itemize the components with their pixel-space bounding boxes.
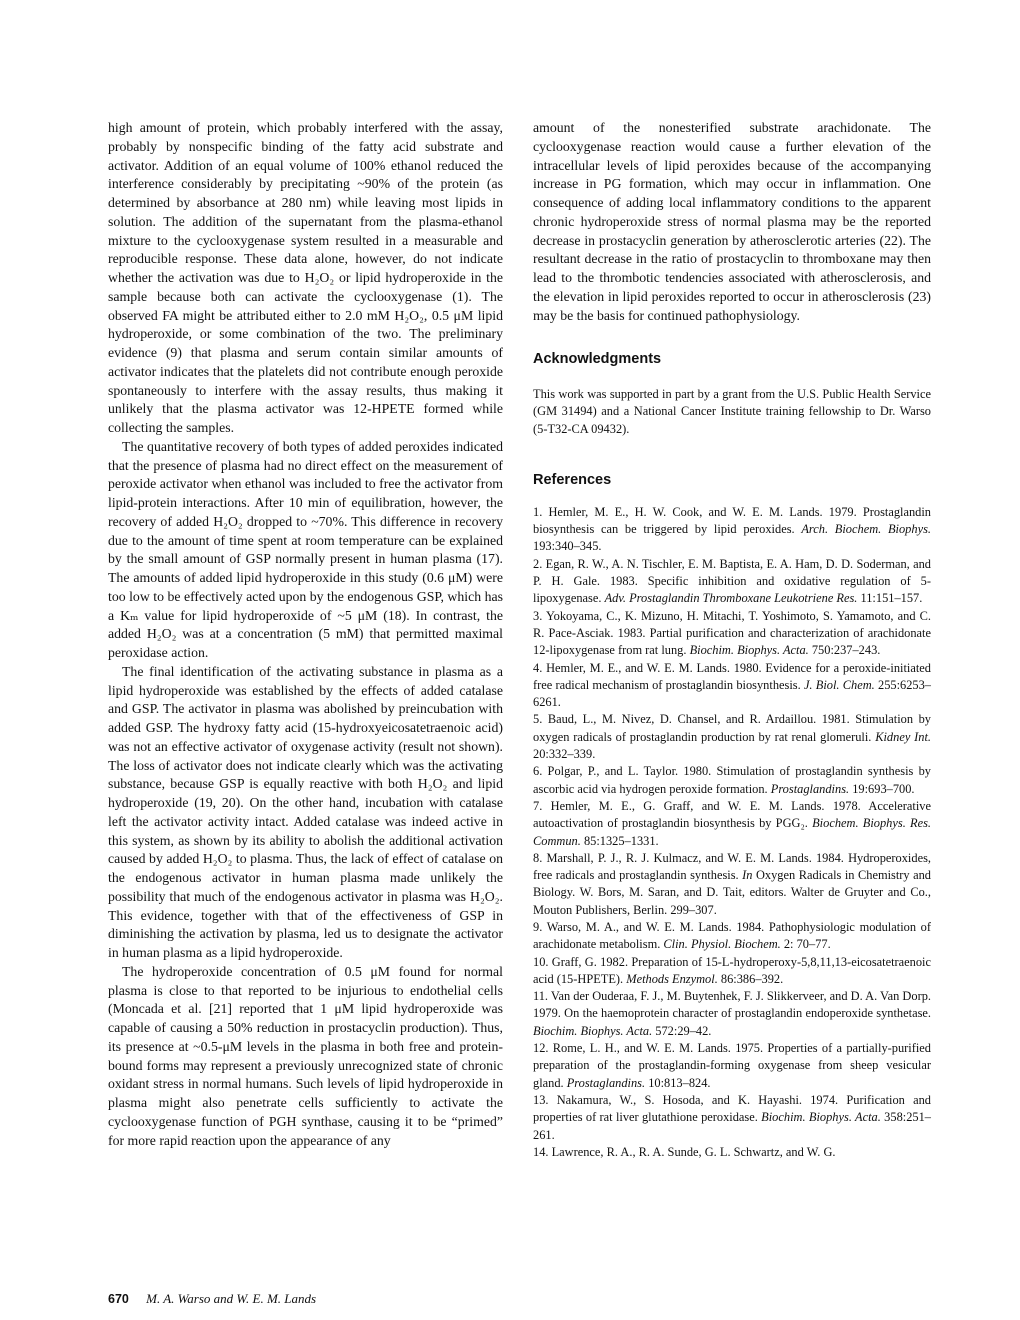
references-heading: References bbox=[533, 471, 612, 488]
reference-item: 2. Egan, R. W., A. N. Tischler, E. M. Baptista, E. A. Ham, D. D. Soderman, and P. H. Gale. 1983. Specific inhibition and oxidative regulation of 5-lipoxygenase. Adv. Prostaglandin Thromboxane Leukotriene Res. 11:151–157. bbox=[533, 556, 931, 606]
reference-item: 8. Marshall, P. J., R. J. Kulmacz, and W. E. M. Lands. 1984. Hydroperoxides, free radicals and prostaglandin synthesis. In Oxygen Radicals in Chemistry and Biology. W. Bors, M. Saran, and D. Tait, editors. Walter de Gruyter and Co., Mouton Publishers, Berlin. 299–307. bbox=[533, 850, 931, 917]
reference-item: 10. Graff, G. 1982. Preparation of 15-L-hydroperoxy-5,8,11,13-eicosatetraenoic acid (15-HPETE). Methods Enzymol. 86:386–392. bbox=[533, 954, 931, 986]
reference-item: 13. Nakamura, W., S. Hosoda, and K. Hayashi. 1974. Purification and properties of rat liver glutathione peroxidase. Biochim. Biophys. Acta. 358:251–261. bbox=[533, 1092, 931, 1142]
page-footer bbox=[108, 1291, 316, 1307]
left-column bbox=[108, 119, 503, 1150]
body-paragraph: The hydroperoxide concentration of 0.5 μM found for normal plasma is close to that reported to be injurious to endothelial cells (Moncada et al. [21] reported that 1 μM lipid hydroperoxide was capable of causing a 50% reduction in prostacyclin production). Thus, its presence at ~0.5-μM levels in the plasma in both free and protein-bound forms may represent a previously unrecognized state of chronic oxidant stress in normal humans. Such levels of lipid hydroperoxide in plasma might also penetrate cells sufficiently to activate the cyclooxygenase function of PGH synthase, causing it to be “primed” for more rapid reaction upon the appearance of any bbox=[108, 963, 503, 1148]
page-number: 670 bbox=[108, 1292, 129, 1306]
acknowledgments-text: This work was supported in part by a grant from the U.S. Public Health Service (GM 31494) and a National Cancer Institute training fellowship to Dr. Warso (5-T32-CA 09432). bbox=[533, 387, 931, 436]
body-paragraph: amount of the nonesterified substrate arachidonate. The cyclooxygenase reaction would cause a further elevation of the intracellular levels of lipid peroxides because of the accompanying increase in PG formation, which may occur in inflammation. One consequence of adding local inflammatory conditions to the apparent chronic hydroperoxide stress of normal plasma may be the reported decrease in prostacyclin generation by atherosclerotic arteries (22). The resultant decrease in the ratio of prostacyclin to thromboxane may then lead to the thrombotic tendencies associated with atherosclerosis, and the elevation in lipid peroxides reported to occur in atherosclerosis (23) may be the basis for continued pathophysiology. bbox=[533, 120, 931, 323]
reference-item: 4. Hemler, M. E., and W. E. M. Lands. 1980. Evidence for a peroxide-initiated free radical mechanism of prostaglandin biosynthesis. J. Biol. Chem. 255:6253–6261. bbox=[533, 660, 932, 710]
reference-item: 6. Polgar, P., and L. Taylor. 1980. Stimulation of prostaglandin synthesis by ascorbic acid via hydrogen peroxide formation. Prostaglandins. 19:693–700. bbox=[533, 764, 931, 796]
reference-item: 1. Hemler, M. E., H. W. Cook, and W. E. M. Lands. 1979. Prostaglandin biosynthesis can be triggered by lipid peroxides. Arch. Biochem. Biophys. 193:340–345. bbox=[533, 504, 931, 554]
body-paragraph: high amount of protein, which probably interfered with the assay, probably by nonspecific binding of the fatty acid substrate and activator. Addition of an equal volume of 100% ethanol reduced the interference considerably by precipitating ~90% of the protein (as determined by absorbance at 280 nm) while leaving most lipids in solution. The addition of the supernatant from the plasma-ethanol mixture to the cyclooxygenase system resulted in a measurable and reproducible response. These data alone, however, do not indicate whether the activation was due to H₂O₂ or lipid hydroperoxide in the sample because both can activate the cyclooxygenase (1). The observed FA might be attributed either to 2.0 mM H₂O₂, 0.5 μM lipid hydroperoxide, or some combination of the two. The preliminary evidence (9) that plasma and serum contain similar amounts of activator indicates that the platelets did not contribute enough peroxide spontaneously to interfere with the assay results, thus making it unlikely that the plasma activator was 12-HPETE formed while collecting the samples. bbox=[108, 120, 503, 435]
reference-item: 14. Lawrence, R. A., R. A. Sunde, G. L. Schwartz, and W. G. bbox=[533, 1144, 836, 1159]
reference-item: 7. Hemler, M. E., G. Graff, and W. E. M. Lands. 1978. Accelerative autoactivation of prostaglandin biosynthesis by PGG₂. Biochem. Biophys. Res. Commun. 85:1325–1331. bbox=[533, 798, 931, 848]
right-column bbox=[533, 119, 931, 1161]
reference-item: 5. Baud, L., M. Nivez, D. Chansel, and R. Ardaillou. 1981. Stimulation by oxygen radicals of prostaglandin production by rat renal glomeruli. Kidney Int. 20:332–339. bbox=[533, 712, 931, 762]
reference-list bbox=[533, 504, 931, 1161]
running-head: M. A. Warso and W. E. M. Lands bbox=[146, 1291, 317, 1306]
acknowledgments-heading: Acknowledgments bbox=[533, 351, 662, 368]
reference-item: 3. Yokoyama, C., K. Mizuno, H. Mitachi, T. Yoshimoto, S. Yamamoto, and C. R. Pace-Asciak. 1983. Partial purification and characterization of arachidonate 12-lipoxygenase from rat lung. Biochim. Biophys. Acta. 750:237–243. bbox=[533, 608, 931, 658]
body-paragraph: The final identification of the activating substance in plasma as a lipid hydroperoxide was established by the effects of added catalase and GSP. The activator in plasma was abolished by preincubation with added GSP. The hydroxy fatty acid (15-hydroxyeicosatetraenoic acid) was not an effective activator of oxygenase activity (result not shown). The loss of activator does not indicate clearly which was the activating substance, because GSP is equally reactive with both H₂O₂ and lipid hydroperoxide (19, 20). On the other hand, incubation with catalase left the activator activity intact. Added catalase was indeed active in this system, as shown by its ability to abolish the additional activation caused by added H₂O₂ to plasma. Thus, the lack of effect of catalase on the endogenous activator in human plasma made unlikely the possibility that much of the endogenous activator in plasma was H₂O₂. This evidence, together with that of the effectiveness of GSP in diminishing the activation by plasma, led us to designate the activator in human plasma as a lipid hydroperoxide. bbox=[108, 663, 503, 960]
reference-item: 9. Warso, M. A., and W. E. M. Lands. 1984. Pathophysiologic modulation of arachidonate metabolism. Clin. Physiol. Biochem. 2: 70–77. bbox=[533, 919, 931, 952]
reference-item: 12. Rome, L. H., and W. E. M. Lands. 1975. Properties of a partially-purified preparation of the prostaglandin-forming oxygenase from sheep vesicular gland. Prostaglandins. 10:813–824. bbox=[533, 1041, 931, 1090]
reference-item: 11. Van der Ouderaa, F. J., M. Buytenhek, F. J. Slikkerveer, and D. A. Van Dorp. 1979. On the haemoprotein character of prostaglandin endoperoxide synthetase. Biochim. Biophys. Acta. 572:29–42. bbox=[533, 989, 931, 1038]
body-paragraph: The quantitative recovery of both types of added peroxides indicated that the presence of plasma had no direct effect on the measurement of peroxide activator when ethanol was included to free the activator from lipid-protein interactions. After 10 min of equilibration, however, the recovery of added H₂O₂ dropped to ~70%. This difference in recovery due to the amount of time spent at room temperature can be explained by the small amount of GSP normally present in human plasma (17). The amounts of added lipid hydroperoxide in this study (0.6 μM) were too low to be effectively acted upon by the endogenous GSP, which has a Kₘ value for lipid hydroperoxide of ~5 μM (18). In contrast, the added H₂O₂ was at a concentration (5 mM) that permitted maximal peroxidase action. bbox=[108, 438, 503, 660]
